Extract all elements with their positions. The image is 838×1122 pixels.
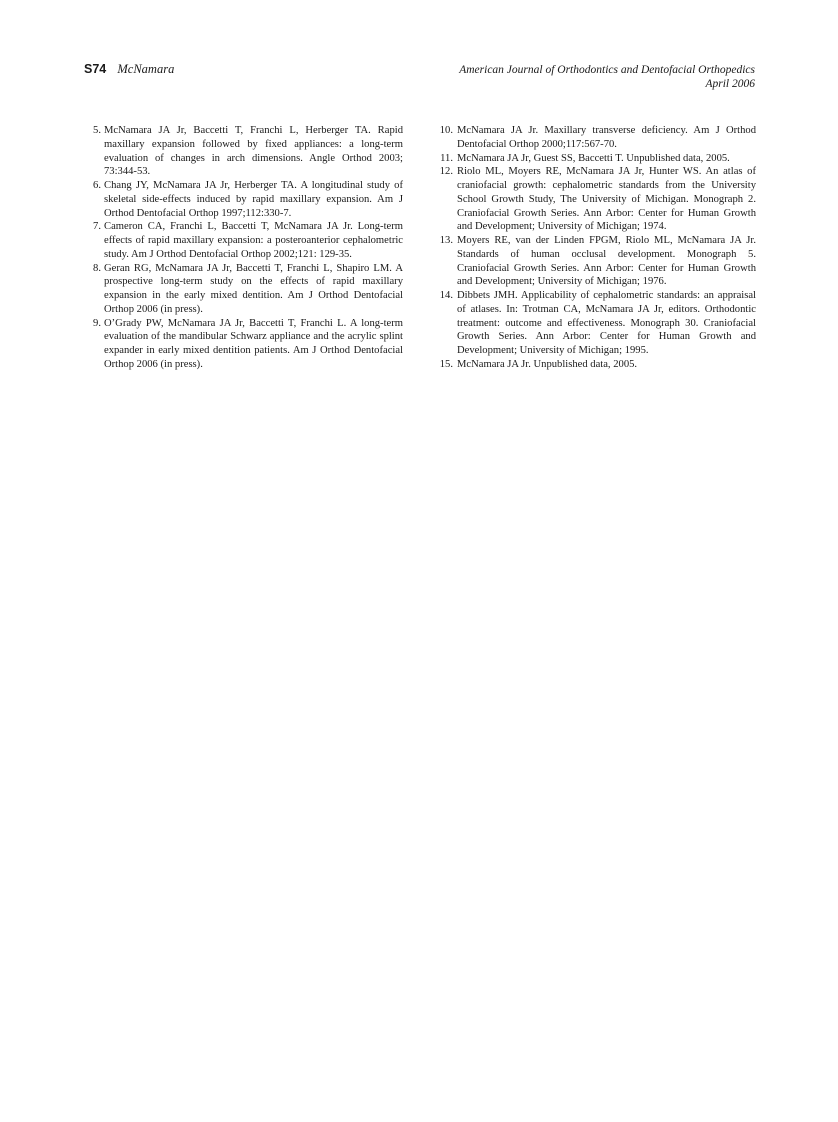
reference-text: McNamara JA Jr, Guest SS, Baccetti T. Unpublished data, 2005.: [457, 152, 730, 164]
reference-item: [84, 262, 403, 317]
reference-number: 13.: [439, 235, 453, 246]
running-header-left: [84, 62, 174, 77]
reference-item: [437, 152, 756, 166]
reference-text: Riolo ML, Moyers RE, McNamara JA Jr, Hunter WS. An atlas of craniofacial growth: cephalometric standards from the University School Growth Study, The University of Michigan. Monograph 2. Craniofacial Growth Series. Ann Arbor: Center for Human Growth and Development; University of Michigan; 1974.: [457, 166, 756, 233]
reference-number: 8.: [93, 262, 101, 274]
reference-text: Geran RG, McNamara JA Jr, Baccetti T, Franchi L, Shapiro LM. A prospective long-term study on the effects of rapid maxillary expansion in the early mixed dentition. Am J Orthod Dentofacial Orthop 2006 (in press).: [104, 262, 403, 315]
journal-title: American Journal of Orthodontics and Dentofacial Orthopedics: [459, 64, 755, 76]
reference-item: [84, 317, 403, 372]
running-author: McNamara: [117, 62, 175, 76]
reference-number: 14.: [439, 290, 453, 301]
reference-number: 7.: [93, 221, 101, 233]
reference-item: [84, 124, 403, 179]
reference-number: 5.: [93, 125, 101, 136]
reference-item: [437, 165, 756, 234]
reference-text: O’Grady PW, McNamara JA Jr, Baccetti T, Franchi L. A long-term evaluation of the mandibular Schwarz appliance and the acrylic splint expander in early mixed dentition patients. Am J Orthod Dentofacial Orthop 2006 (in press).: [104, 317, 403, 370]
reference-text: Chang JY, McNamara JA Jr, Herberger TA. A longitudinal study of skeletal side-effects induced by rapid maxillary expansion. Am J Orthod Dentofacial Orthop 1997;112:330-7.: [104, 180, 403, 219]
reference-text: McNamara JA Jr. Unpublished data, 2005.: [457, 358, 638, 370]
reference-item: [437, 289, 756, 358]
page-number: S74: [84, 62, 107, 76]
references-column-left: [84, 124, 403, 372]
issue-date: April 2006: [705, 78, 755, 90]
reference-number: 10.: [439, 125, 453, 136]
reference-number: 9.: [93, 317, 101, 329]
reference-text: Cameron CA, Franchi L, Baccetti T, McNamara JA Jr. Long-term effects of rapid maxillary expansion: a posteroanterior cephalometric study. Am J Orthod Dentofacial Orthop 2002;121: 129-35.: [104, 221, 403, 260]
reference-text: Moyers RE, van der Linden FPGM, Riolo ML, McNamara JA Jr. Standards of human occlusal development. Monograph 5. Craniofacial Growth Series. Ann Arbor: Center for Human Growth and Development; University of Michigan; 1976.: [457, 235, 756, 288]
reference-number: 11.: [440, 152, 453, 164]
reference-number: 15.: [439, 358, 453, 370]
reference-item: [84, 179, 403, 220]
reference-item: [84, 220, 403, 261]
reference-item: [437, 234, 756, 289]
reference-number: 6.: [93, 180, 101, 191]
references-column-right: [437, 124, 756, 372]
reference-text: Dibbets JMH. Applicability of cephalometric standards: an appraisal of atlases. In: Trotman CA, McNamara JA Jr, editors. Orthodontic treatment: outcome and effectiveness. Monograph 30. Craniofacial Growth Series. Ann Arbor: Center for Human Growth and Development; University of Michigan; 1995.: [457, 290, 756, 356]
reference-number: 12.: [439, 166, 453, 178]
reference-item: [437, 358, 756, 372]
reference-item: [437, 124, 756, 152]
running-header-right: [459, 63, 755, 91]
reference-text: McNamara JA Jr, Baccetti T, Franchi L, Herberger TA. Rapid maxillary expansion followed by fixed appliances: a long-term evaluation of changes in arch dimensions. Angle Orthod 2003; 73:344-53.: [104, 125, 403, 178]
reference-text: McNamara JA Jr. Maxillary transverse deficiency. Am J Orthod Dentofacial Orthop 2000;117:567-70.: [457, 125, 756, 150]
